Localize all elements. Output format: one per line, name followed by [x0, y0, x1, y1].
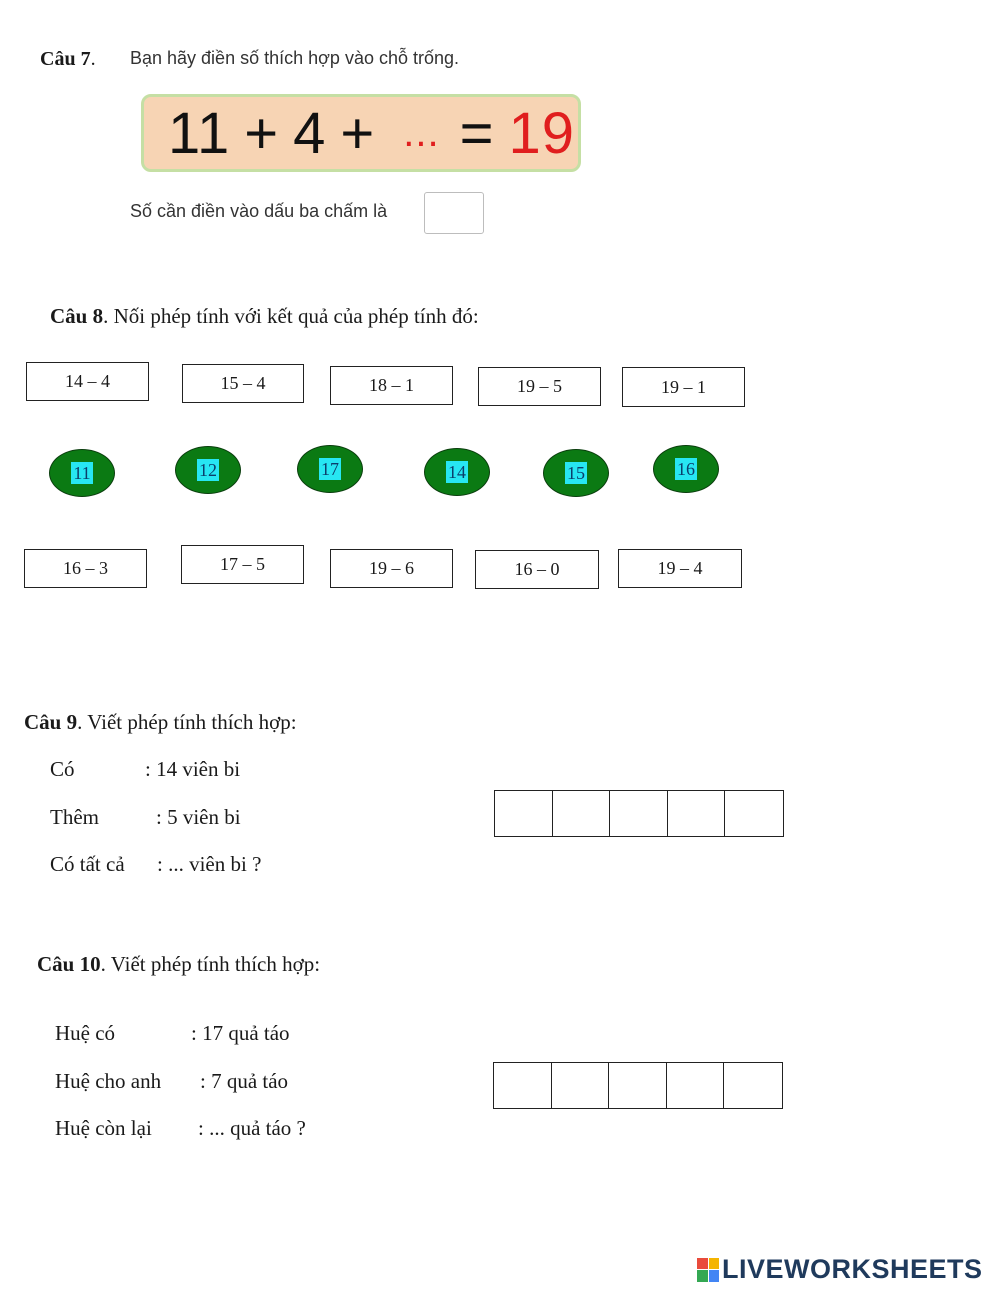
- q9-answer-cell[interactable]: [610, 791, 668, 836]
- q9-answer-grid: [494, 790, 784, 837]
- q9-instruction: . Viết phép tính thích hợp:: [77, 710, 297, 734]
- eq-term-a: 11: [168, 100, 231, 166]
- result-number: 12: [199, 460, 217, 480]
- result-number: 16: [677, 459, 695, 479]
- result-ellipse-15[interactable]: [543, 449, 609, 497]
- q10-line-value: : 17 quả táo: [191, 1021, 290, 1045]
- q9-line-label: Có: [50, 757, 75, 781]
- expr-bottom-2[interactable]: 17 – 5: [181, 545, 304, 584]
- q7-answer-input[interactable]: [424, 192, 484, 234]
- q10-label: Câu 10: [37, 952, 101, 976]
- result-number: 14: [448, 462, 466, 482]
- q7-instruction: Bạn hãy điền số thích hợp vào chỗ trống.: [130, 48, 460, 68]
- result-ellipse-11[interactable]: [49, 449, 115, 497]
- expr-top-4[interactable]: 19 – 5: [478, 367, 601, 406]
- q9-line-value: : ... viên bi ?: [157, 852, 262, 876]
- liveworksheets-logo: [697, 1254, 983, 1285]
- q10-heading: [37, 952, 320, 977]
- q10-line-label: Huệ còn lại: [55, 1116, 152, 1140]
- q10-answer-cell[interactable]: [609, 1063, 667, 1108]
- expr-bottom-3[interactable]: 19 – 6: [330, 549, 453, 588]
- eq-term-b: 4: [293, 100, 327, 166]
- result-number: 15: [567, 463, 585, 483]
- expr-bottom-5[interactable]: 19 – 4: [618, 549, 742, 588]
- result-ellipse-12[interactable]: [175, 446, 241, 494]
- q7-label: Câu 7.: [40, 48, 96, 70]
- q9-line-label: Thêm: [50, 805, 99, 829]
- liveworksheets-brand: LIVEWORKSHEETS: [722, 1254, 983, 1284]
- q7-equation: [141, 94, 581, 172]
- q9-heading: [24, 710, 297, 735]
- q10-answer-grid: [493, 1062, 783, 1109]
- q10-line-value: : ... quả táo ?: [198, 1116, 306, 1140]
- q10-line-label: Huệ có: [55, 1021, 116, 1045]
- q10-answer-cell[interactable]: [552, 1063, 610, 1108]
- expr-top-3[interactable]: 18 – 1: [330, 366, 453, 405]
- result-ellipse-14[interactable]: [424, 448, 490, 496]
- result-number: 17: [321, 459, 339, 479]
- eq-result: 19: [508, 100, 575, 166]
- q10-line-label: Huệ cho anh: [55, 1069, 162, 1093]
- result-number: 11: [73, 463, 91, 483]
- q9-answer-cell[interactable]: [725, 791, 783, 836]
- q9-line-value: : 5 viên bi: [156, 805, 241, 829]
- q8-instruction: . Nối phép tính với kết quả của phép tính đó:: [103, 304, 479, 328]
- q8-label: Câu 8: [50, 304, 104, 328]
- q10-answer-cell[interactable]: [724, 1063, 782, 1108]
- eq-op1: +: [244, 100, 280, 166]
- eq-op2: +: [340, 100, 376, 166]
- expr-bottom-1[interactable]: 16 – 3: [24, 549, 147, 588]
- expr-top-1[interactable]: 14 – 4: [26, 362, 149, 401]
- q9-line-value: : 14 viên bi: [145, 757, 241, 781]
- q9-answer-cell[interactable]: [668, 791, 726, 836]
- q10-answer-cell[interactable]: [494, 1063, 552, 1108]
- q9-label: Câu 9: [24, 710, 78, 734]
- q10-answer-cell[interactable]: [667, 1063, 725, 1108]
- q7-answer-label: Số cần điền vào dấu ba chấm là: [130, 201, 388, 221]
- q10-line-value: : 7 quả táo: [200, 1069, 289, 1093]
- q9-line-label: Có tất cả: [50, 852, 125, 876]
- liveworksheets-logo-icon: [697, 1258, 719, 1282]
- q9-answer-cell[interactable]: [495, 791, 553, 836]
- eq-blank: ...: [403, 110, 440, 155]
- q8-heading: [50, 304, 479, 329]
- expr-top-2[interactable]: 15 – 4: [182, 364, 304, 403]
- expr-bottom-4[interactable]: 16 – 0: [475, 550, 599, 589]
- result-ellipse-17[interactable]: [297, 445, 363, 493]
- q9-answer-cell[interactable]: [553, 791, 611, 836]
- result-ellipse-16[interactable]: [653, 445, 719, 493]
- eq-equals: =: [459, 100, 495, 166]
- q10-instruction: . Viết phép tính thích hợp:: [100, 952, 321, 976]
- expr-top-5[interactable]: 19 – 1: [622, 367, 745, 407]
